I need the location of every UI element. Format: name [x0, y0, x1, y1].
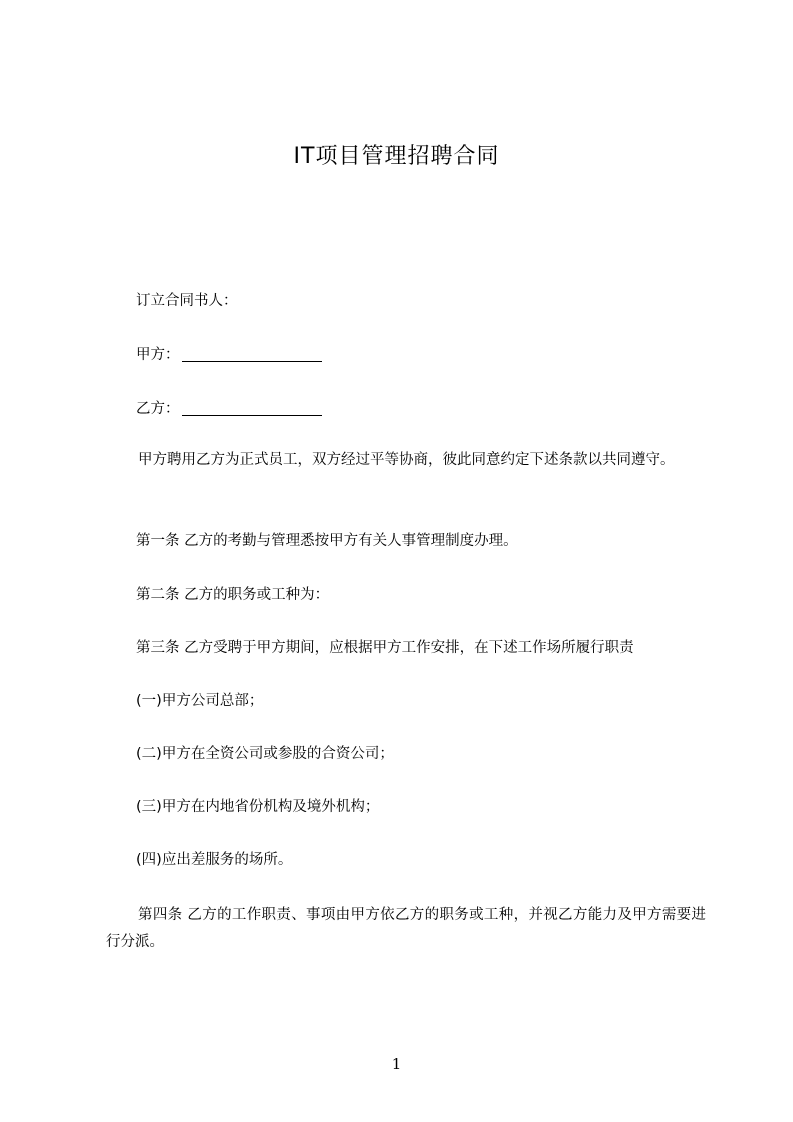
page-number: 1	[391, 1055, 402, 1073]
party-a-blank	[182, 360, 322, 362]
party-b-line	[136, 400, 322, 418]
article-1: 第一条 乙方的考勤与管理悉按甲方有关人事管理制度办理。	[136, 533, 518, 549]
party-b-blank	[182, 414, 322, 416]
party-a-line	[136, 346, 322, 364]
article-3-item-1: (一)甲方公司总部；	[136, 693, 264, 709]
article-2: 第二条 乙方的职务或工种为：	[136, 587, 330, 603]
party-b-label: 乙方：	[136, 401, 180, 417]
intro-paragraph: 甲方聘用乙方为正式员工，双方经过平等协商，彼此同意约定下述条款以共同遵守。	[138, 452, 675, 468]
article-3: 第三条 乙方受聘于甲方期间，应根据甲方工作安排，在下述工作场所履行职责	[136, 640, 634, 656]
article-4: 第四条 乙方的工作职责、事项由甲方依乙方的职务或工种，并视乙方能力及甲方需要进行分派。	[106, 907, 706, 950]
signatories-label: 订立合同书人：	[136, 293, 238, 309]
document-title: IT项目管理招聘合同	[293, 144, 500, 169]
party-a-label: 甲方：	[136, 347, 180, 363]
article-3-item-4: (四)应出差服务的场所。	[136, 852, 293, 868]
article-3-item-3: (三)甲方在内地省份机构及境外机构；	[136, 799, 380, 815]
article-3-item-2: (二)甲方在全资公司或参股的合资公司；	[136, 746, 394, 762]
